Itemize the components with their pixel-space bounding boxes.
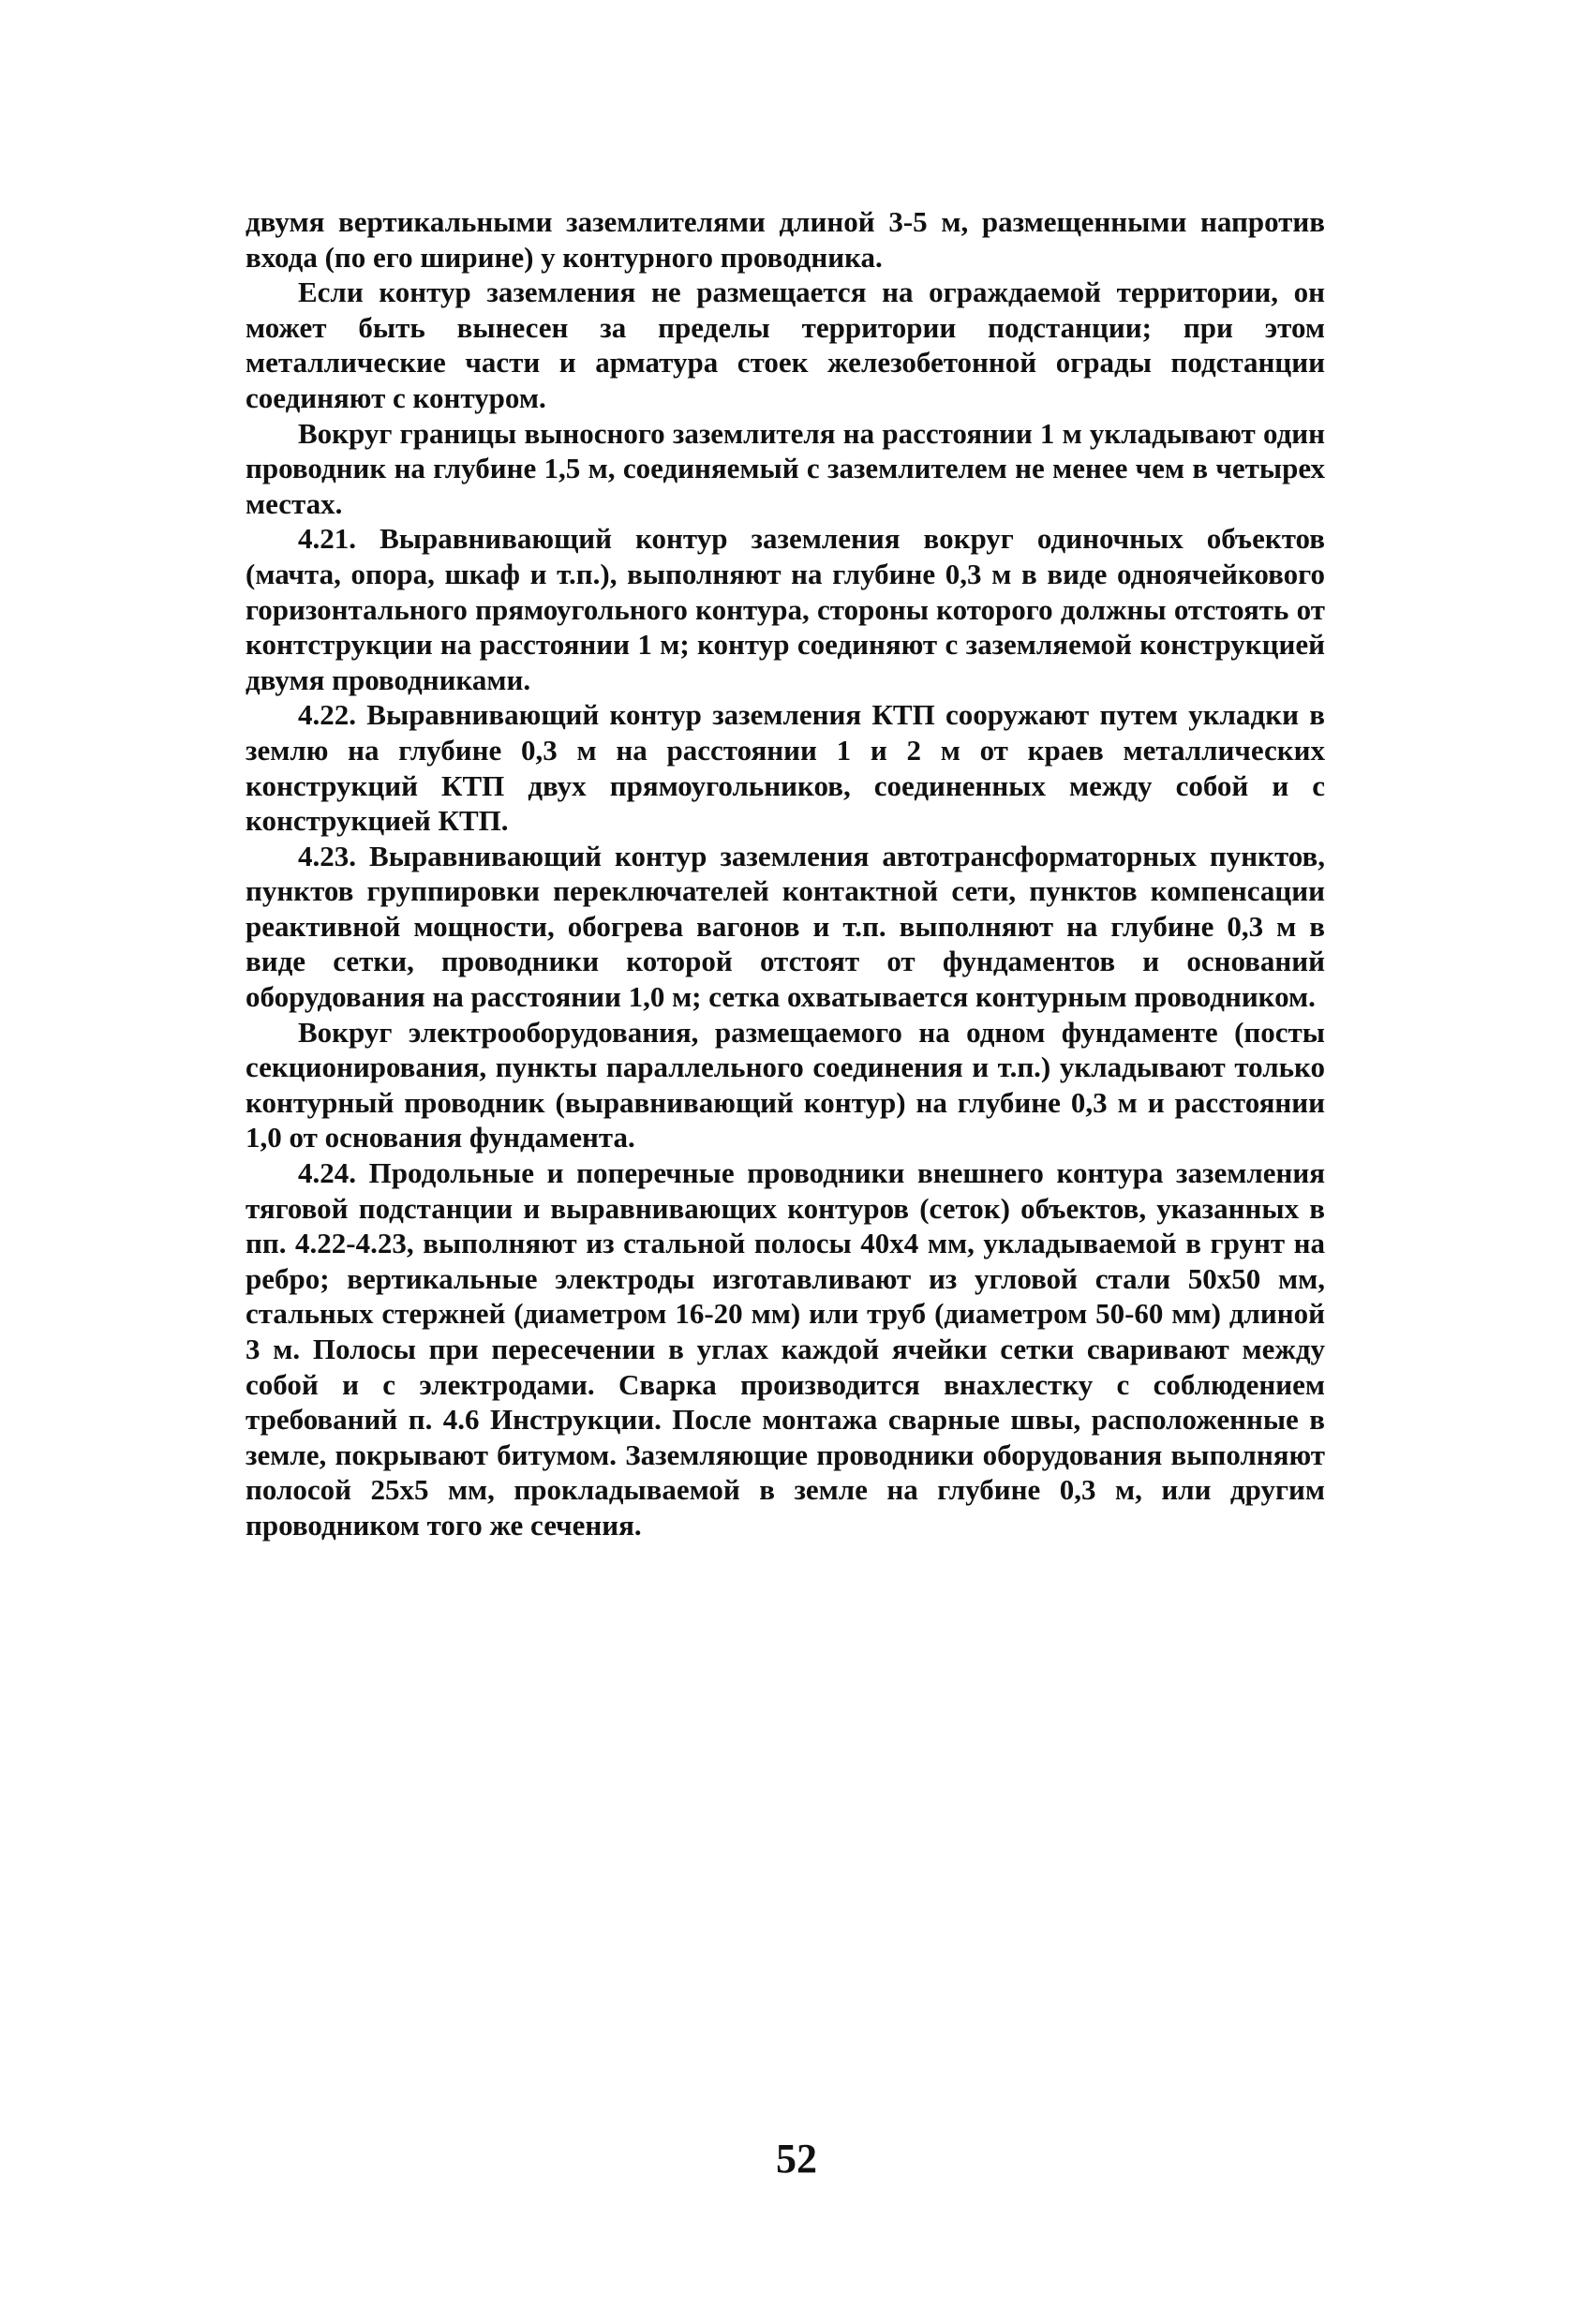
paragraph-fence-contour: Если контур заземления не размещается на ограждаемой территории, он может быть вынесен за пределы территории подстанции; при этом металлические части и арматура стоек железобетонной ограды подстанции соединяют с контуром. — [246, 276, 1325, 414]
paragraph-4-22: 4.22. Выравнивающий контур заземления КТП сооружают путем укладки в землю на глубине 0,3 м на расстоянии 1 и 2 м от краев металлических конструкций КТП двух прямоугольников, соединенных между собой и с конструкцией КТП. — [246, 698, 1325, 838]
body-text — [246, 204, 1325, 1543]
paragraph-4-21: 4.21. Выравнивающий контур заземления вокруг одиночных объектов (мачта, опора, шкаф и т.п.), выполняют на глубине 0,3 м в виде одноячейкового горизонтального прямоугольного контура, стороны которого должны отстоять от контструкции на расстоянии 1 м; контур соединяют с заземляемой конструкцией двумя проводниками. — [246, 522, 1325, 696]
paragraph-remote-grounding: Вокруг границы выносного заземлителя на расстоянии 1 м укладывают один проводник на глубине 1,5 м, соединяемый с заземлителем не менее чем в четырех местах. — [246, 416, 1325, 520]
paragraph-4-23: 4.23. Выравнивающий контур заземления автотрансформаторных пунктов, пунктов группировки переключателей контактной сети, пунктов компенсации реактивной мощности, обогрева вагонов и т.п. выполняют на глубине 0,3 м в виде сетки, проводники которой отстоят от фундаментов и оснований оборудования на расстоянии 1,0 м; сетка охватывается контурным проводником. — [246, 839, 1325, 1014]
paragraph-single-foundation: Вокруг электрооборудования, размещаемого на одном фундаменте (посты секционирования, пункты параллельного соединения и т.п.) укладывают только контурный проводник (выравнивающий контур) на глубине 0,3 м и расстоянии 1,0 от основания фундамента. — [246, 1015, 1325, 1155]
paragraph-4-24: 4.24. Продольные и поперечные проводники внешнего контура заземления тяговой подстанции и выравнивающих контуров (сеток) объектов, указанных в пп. 4.22-4.23, выполняют из стальной полосы 40х4 мм, укладываемой в грунт на ребро; вертикальные электроды изготавливают из угловой стали 50х50 мм, стальных стержней (диаметром 16-20 мм) или труб (диаметром 50-60 мм) длиной 3 м. Полосы при пересечении в углах каждой ячейки сетки сваривают между собой и с электродами. Сварка производится внахлестку с соблюдением требований п. 4.6 Инструкции. После монтажа сварные швы, расположенные в земле, покрывают битумом. Заземляющие проводники оборудования выполняют полосой 25х5 мм, прокладываемой в земле на глубине 0,3 м, или другим проводником того же сечения. — [246, 1156, 1325, 1542]
paragraph-continuation: двумя вертикальными заземлителями длиной 3-5 м, размещенными напротив входа (по его ширине) у контурного проводника. — [246, 205, 1325, 274]
page-number: 52 — [776, 2136, 817, 2182]
